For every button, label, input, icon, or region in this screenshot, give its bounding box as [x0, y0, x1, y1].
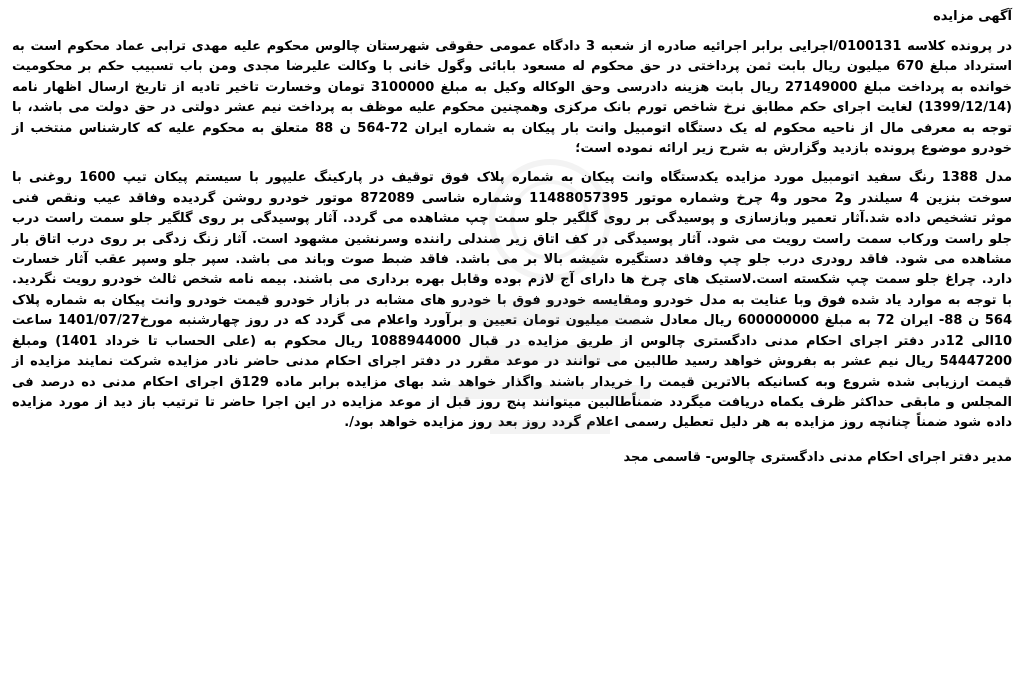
signature-line: مدیر دفتر اجرای احکام مدنی دادگستری چالوس- قاسمی مجد — [623, 449, 1012, 465]
vehicle-description-paragraph: مدل 1388 رنگ سفید اتومبیل مورد مزایده یکدستگاه وانت پیکان به شماره پلاک فوق توقیف در پارکینگ علیپور با سیستم پیکان تیپ 1600 روغنی با سوخت بنزین 4 سیلندر و2 محور و4 چرخ وشماره موتور 11488057395 وشماره شاسی 872089 موتور خودرو روشن گردیده وفاقد عیب ونقص فنی موثر تشخیص داده شد.آثار تعمیر وبازسازی و پوسیدگی بر روی گلگیر جلو سمت چپ مشاهده می گردد. آثار پوسیدگی بر روی گلگیر جلو سمت راست درب جلو راست ورکاب سمت راست رویت می شود. آثار پوسیدگی در کف اتاق زیر صندلی راننده وسرنشین مشهود است. آثار زنگ زدگی بر روی درب اتاق بار مشاهده می شود. فاقد رودری درب جلو چپ وفاقد دستگیره شیشه بالا بر می باشد. فاقد ضبط صوت وباند می باشد. سپر جلو وسپر عقب آثار خسارت دارد. چراغ جلو سمت چپ شکسته است.لاستیک های چرخ ها دارای آج لازم بوده وقابل بهره برداری می باشند. بیمه نامه شخص ثالث خودرو رویت نگردید. با توجه به موارد یاد شده فوق وبا عنایت به مدل خودرو ومقایسه خودرو فوق با خودرو های مشابه در بازار خودرو قیمت خودرو وانت پیکان به شماره پلاک 564 ن 88- ایران 72 به مبلغ 600000000 ریال معادل شصت میلیون تومان تعیین و برآورد واعلام می گردد که در روز چهارشنبه مورخ1401/07/27 ساعت 10الی 12در دفتر اجرای احکام مدنی دادگستری چالوس از طریق مزایده در قبال 1088944000 ریال محکوم به (علی الحساب تا خرداد 1401) ومبلغ 54447200 ریال نیم عشر به بفروش خواهد رسید طالبین می توانند در موعد مقرر در دفتر اجرای احکام مدنی حاضر نادر مزایده شرکت نمایند مزایده از قیمت ارزیابی شده شروع وبه کسانیکه بالاترین قیمت را خریدار باشند واگذار خواهد شد بهای مزایده برابر ماده 129ق اجرای احکام مدنی ده درصد فی المجلس و مابقی حداکثر ظرف یکماه دریافت میگردد ضمناًطالبین میتوانند پنج روز قبل از موعد مزایده در این اجرا حاضر تا ترتیب باز دید از مورد مزایده داده شود ضمناً چنانچه روز مزایده به هر دلیل تعطیل رسمی اعلام گردد روز بعد روز مزایده خواهد بود/. — [12, 170, 1013, 431]
notice-title: آگهی مزایده — [933, 9, 1012, 24]
case-summary-paragraph: در پرونده کلاسه 0100131/اجرایی برابر اجرائیه صادره از شعبه 3 دادگاه عمومی حقوقی شهرستان چالوس محکوم علیه مهدی ترابی عماد محکوم است به استرداد مبلغ 670 میلیون ریال بابت ثمن پرداختی در حق محکوم له مسعود بابائی وگول خانی با وکالت علیرضا مجدی ومن باب تسبیب حکم بر محکومیت خوانده به پرداخت مبلغ 27149000 ریال بابت هزینه دادرسی وحق الوکاله وکیل به مبلغ 3100000 تومان وخسارت تاخیر تادیه از تاریخ ارسال اظهار نامه (1399/12/14) لغایت اجرای حکم مطابق نرخ شاخص تورم بانک مرکزی وهمچنین محکوم علیه موظف به پرداخت نیم عشر دولتی در حق دولت می باشد، با توجه به معرفی مال از ناحیه محکوم له یک دستگاه اتومبیل وانت بار پیکان به شماره ایران 72-564 ن 88 متعلق به محکوم علیه که کارشناس منتخب از خودرو موضوع پرونده بازدید وگزارش به شرح زیر ارائه نموده است؛ — [12, 39, 1013, 157]
